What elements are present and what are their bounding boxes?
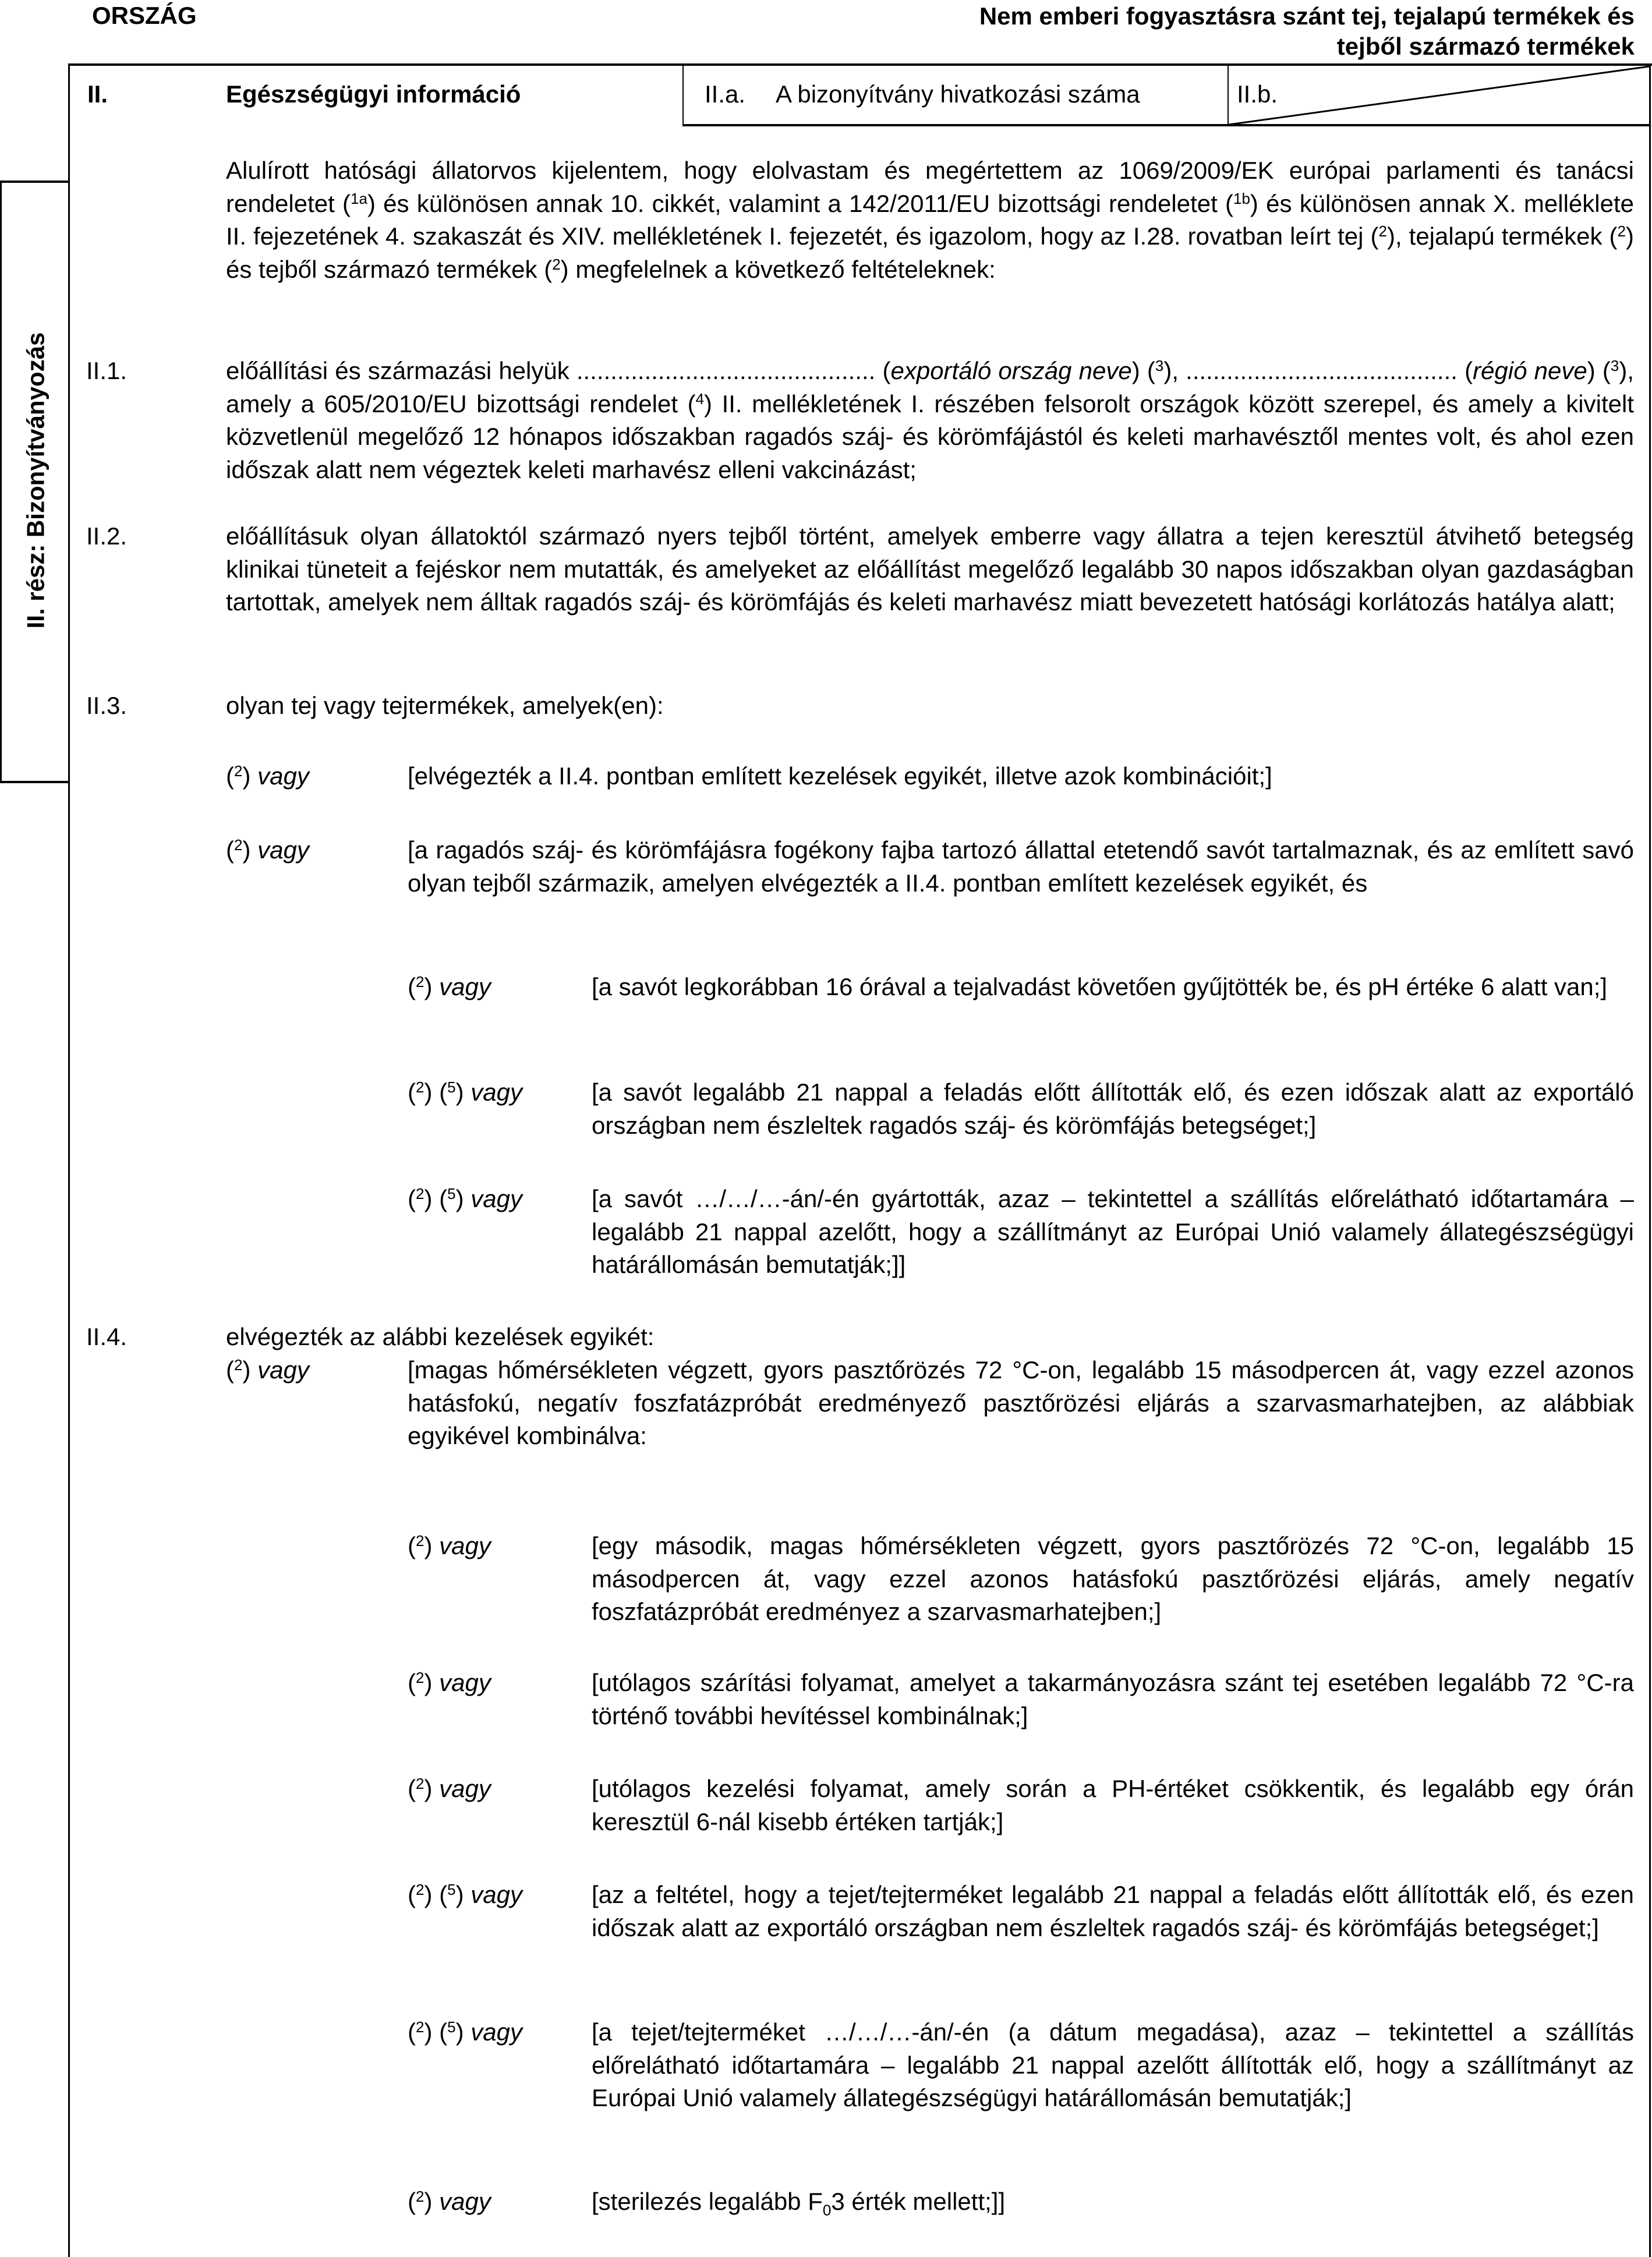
option-word: vagy xyxy=(257,836,309,864)
subscript: 0 xyxy=(822,2201,832,2219)
footnote-ref: 2 xyxy=(416,2018,425,2036)
option-marker: ($^2$) vagy xyxy=(226,836,309,864)
clause-text: előállítási és származási helyük ............................................ ( xyxy=(226,357,891,384)
clause-number-ii4: II.4. xyxy=(86,1323,128,1350)
footnote-ref: 5 xyxy=(447,1078,456,1096)
option-marker: ($^2$) vagy xyxy=(226,762,309,790)
option-word: vagy xyxy=(439,973,491,1000)
footnote-ref: 1b xyxy=(1233,189,1250,207)
footnote-ref: 2 xyxy=(416,1881,425,1898)
footnote-ref: 1a xyxy=(351,189,367,207)
option-text: [a ragadós száj- és körömfájásra fogékony fajba tartozó állattal etetendő savót tartalmaznak, és az említett savó olyan tejből származik, amelyen elvégezték a II.4. pontban említett kezelések egyikét, és xyxy=(408,836,1634,897)
clause-text: ), amely a 605/2010/EU bizottsági rendelet ( xyxy=(226,357,1634,418)
sub-option-marker: ($^2$) ($^5$) vagy xyxy=(408,1185,522,1212)
footnote-ref: 2 xyxy=(234,762,243,780)
sub-option-text-sterilisation xyxy=(592,2185,1005,2227)
clause-ii1-text xyxy=(226,355,1634,486)
ref-b-label: II.b. xyxy=(1237,80,1278,108)
sidebar-box-left xyxy=(0,181,2,783)
sub-option-text: [utólagos kezelési folyamat, amely során a PH-értéket csökkentik, és legalább egy órán keresztül 6-nál kisebb értéken tartják;] xyxy=(592,1775,1634,1835)
ref-number-label: A bizonyítvány hivatkozási száma xyxy=(776,80,1140,108)
option-word: vagy xyxy=(471,1881,522,1908)
clause-ii2-text: előállításuk olyan állatoktól származó nyers tejből történt, amelyek emberre vagy állatra a tejen keresztül átvihető betegség klinikai tüneteit a fejéskor nem mutatták, és amelyeket az előállítást megelőző legalább 30 napos időszakban olyan gazdaságban tartottak, amelyek nem álltak ragadós száj- és körömfájás és keleti marhavész miatt bevezetett hatósági korlátozás hatálya alatt; xyxy=(226,522,1634,615)
placeholder-hint: exportáló ország neve xyxy=(890,357,1132,384)
option-word: vagy xyxy=(439,1775,491,1802)
ref-b-diagonal-strike xyxy=(1227,65,1651,126)
sub-option-marker: ($^2$) vagy xyxy=(408,1532,491,1559)
option-word: vagy xyxy=(257,1356,309,1384)
sub-option-marker: ($^2$) vagy xyxy=(408,1775,491,1802)
sub-option-text: [a savót …/…/…-án/-én gyártották, azaz – tekintettel a szállítás előrelátható időtartamára – legalább 21 nappal azelőtt, hogy a szállítmányt az Európai Unió valamely állategészségügyi határállomásán bemutatják;]] xyxy=(592,1185,1634,1278)
sub-option-text: [az a feltétel, hogy a tejet/tejterméket legalább 21 nappal a feladás előtt állították elő, és ezen időszak alatt az exportáló országban nem észleltek ragadós száj- és körömfájás betegséget;] xyxy=(592,1881,1634,1941)
ref-box-divider-a xyxy=(682,65,684,126)
footnote-ref: 2 xyxy=(1617,222,1626,240)
footnote-ref: 5 xyxy=(447,2018,456,2036)
option-marker: ($^2$) vagy xyxy=(226,1356,309,1384)
sidebar-section-label xyxy=(3,181,68,780)
sub-option-marker: ($^2$) vagy xyxy=(408,1669,491,1696)
clause-text: ), ........................................ ( xyxy=(1163,357,1473,384)
sidebar-label-text: II. rész: Bizonyítványozás xyxy=(22,332,49,629)
intro-text: ), tejalapú termékek ( xyxy=(1386,222,1618,250)
option-text: [magas hőmérsékleten végzett, gyors pasztőrözés 72 °C-on, legalább 15 másodpercen át, vagy ezzel azonos hatásfokú, negatív foszfatázpróbát eredményező pasztőrözési eljárás a szarvasmarhatejben, az alábbiak egyikével kombinálva: xyxy=(408,1356,1634,1449)
clause-ii4-text: elvégezték az alábbi kezelések egyikét: xyxy=(226,1323,655,1350)
footnote-ref: 5 xyxy=(447,1185,456,1202)
sub-option-marker: ($^2$) ($^5$) vagy xyxy=(408,1078,522,1106)
sub-option-marker: ($^2$) ($^5$) vagy xyxy=(408,1881,522,1908)
footnote-ref: 2 xyxy=(416,2188,425,2205)
sub-option-text: [utólagos szárítási folyamat, amelyet a takarmányozásra szánt tej esetében legalább 72 °C-ra történő további hevítéssel kombinálnak;] xyxy=(592,1669,1634,1729)
option-word: vagy xyxy=(439,1532,491,1559)
section-title: Egészségügyi információ xyxy=(226,80,521,108)
document-title-line2: tejből származó termékek xyxy=(1336,33,1635,60)
sub-option-text: [a tejet/tejterméket …/…/…-án/-én (a dátum megadása), azaz – tekintettel a szállítás előrelátható időtartamára – legalább 21 nappal azelőtt állították elő, hogy a szállítmányt az Európai Unió valamely állategészségügyi határállomásán bemutatják;] xyxy=(592,2018,1634,2111)
main-left-border xyxy=(68,63,70,2257)
option-text: [sterilezés legalább F xyxy=(592,2188,823,2215)
option-text: 3 érték mellett;]] xyxy=(831,2188,1006,2215)
intro-text: ) megfelelnek a következő feltételeknek: xyxy=(560,255,996,283)
sub-option-marker: ($^2$) vagy xyxy=(408,973,491,1000)
footnote-ref: 2 xyxy=(416,1775,425,1792)
intro-text: ) és különösen annak X. melléklete II. fejezetének 4. szakaszát és XIV. mellékletének I. fejezetét, és igazolom, hogy az I.28. rovatban leírt tej ( xyxy=(226,189,1635,250)
ref-number-label-num: II.a. xyxy=(705,80,746,108)
intro-text: Alulírott hatósági állatorvos kijelentem, hogy elolvastam és megértettem az 1069/2009/EK európai parlamenti és tanácsi rendeletet ( xyxy=(226,157,1634,217)
footnote-ref: 2 xyxy=(416,1185,425,1202)
sub-option-text: [a savót legalább 21 nappal a feladás előtt állították elő, és ezen időszak alatt az exportáló országban nem észleltek ragadós száj- és körömfájás betegséget;] xyxy=(592,1078,1634,1139)
footnote-ref: 5 xyxy=(447,1881,456,1898)
option-word: vagy xyxy=(471,1185,522,1212)
clause-number-ii3: II.3. xyxy=(86,692,128,719)
footnote-ref: 2 xyxy=(416,973,425,990)
footnote-ref: 2 xyxy=(416,1669,425,1686)
footnote-ref: 4 xyxy=(695,390,705,408)
option-word: vagy xyxy=(439,2188,491,2215)
clause-text: ) ( xyxy=(1587,357,1611,384)
intro-text: ) és tejből származó termékek ( xyxy=(226,222,1634,283)
option-word: vagy xyxy=(471,2018,522,2046)
option-word: vagy xyxy=(257,762,309,790)
footnote-ref: 2 xyxy=(416,1078,425,1096)
footnote-ref: 3 xyxy=(1155,357,1164,374)
clause-number-ii1: II.1. xyxy=(86,357,128,384)
document-title xyxy=(878,1,1635,62)
document-title-line1: Nem emberi fogyasztásra szánt tej, tejalapú termékek és xyxy=(979,2,1635,30)
placeholder-hint: régió neve xyxy=(1473,357,1587,384)
clause-text: ) ( xyxy=(1131,357,1155,384)
section-number: II. xyxy=(87,80,108,108)
footnote-ref: 2 xyxy=(552,255,561,273)
sub-option-marker: ($^2$) ($^5$) vagy xyxy=(408,2018,522,2046)
option-word: vagy xyxy=(439,1669,491,1696)
clause-number-ii2: II.2. xyxy=(86,522,128,550)
footnote-ref: 3 xyxy=(1610,357,1619,374)
footnote-ref: 2 xyxy=(234,836,243,854)
option-text: [elvégezték a II.4. pontban említett kezelések egyikét, illetve azok kombinációit;] xyxy=(408,762,1272,790)
footnote-ref: 2 xyxy=(416,1532,425,1550)
intro-paragraph xyxy=(226,154,1634,286)
country-label: ORSZÁG xyxy=(92,2,197,29)
footnote-ref: 2 xyxy=(234,1356,243,1374)
clause-ii3-text: olyan tej vagy tejtermékek, amelyek(en): xyxy=(226,692,664,719)
footnote-ref: 2 xyxy=(1378,222,1387,240)
sub-option-text: [egy második, magas hőmérsékleten végzett, gyors pasztőrözés 72 °C-on, legalább 15 másodpercen át, vagy ezzel azonos hatásfokú pasztőrözési eljárás, amely negatív foszfatázpróbát eredményez a szarvasmarhatejben;] xyxy=(592,1532,1634,1625)
intro-text: ) és különösen annak 10. cikkét, valamint a 142/2011/EU bizottsági rendeletet ( xyxy=(367,189,1233,217)
main-right-border xyxy=(1649,63,1651,2257)
sub-option-text: [a savót legkorábban 16 órával a tejalvadást követően gyűjtötték be, és pH értéke 6 alatt van;] xyxy=(592,973,1608,1000)
sub-option-marker: ($^2$) vagy xyxy=(408,2188,491,2215)
option-word: vagy xyxy=(471,1078,522,1106)
clause-text: ) II. mellékletének I. részében felsorolt országok között szerepel, és amely a kivitelt közvetlenül megelőző 12 hónapos időszakban ragadós száj- és körömfájástól és keleti marhavésztől mentes volt, és ahol ezen időszak alatt nem végeztek keleti marhavész elleni vakcinázást; xyxy=(226,390,1634,483)
sidebar-box-bottom xyxy=(0,781,70,783)
